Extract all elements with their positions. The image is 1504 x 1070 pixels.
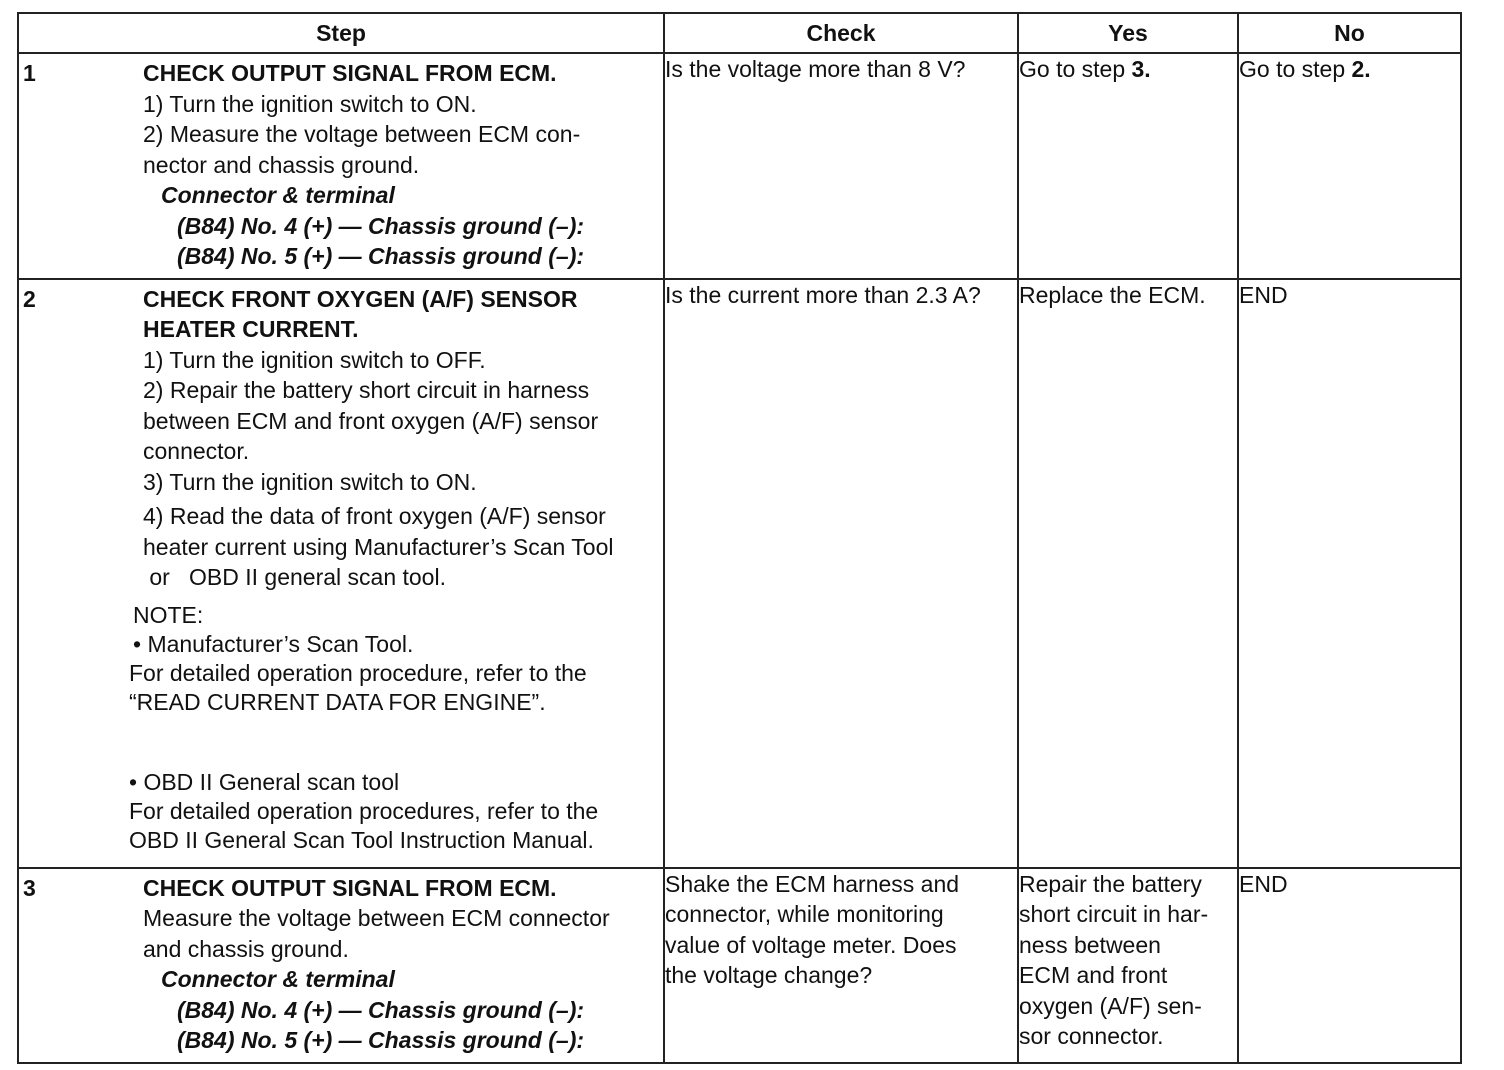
check-cell	[664, 279, 1018, 868]
step-title: CHECK FRONT OXYGEN (A/F) SENSOR	[143, 285, 578, 312]
yes-cell	[1018, 868, 1238, 1063]
step-title: CHECK OUTPUT SIGNAL FROM ECM.	[143, 60, 557, 86]
step-instruction: and chassis ground.	[143, 935, 349, 962]
yes-cell	[1018, 53, 1238, 279]
step-number: 3	[23, 874, 36, 901]
table-row-step-2	[18, 279, 1461, 868]
no-cell	[1238, 279, 1461, 868]
note-item: • OBD II General scan tool	[129, 768, 400, 795]
header-row	[18, 13, 1461, 53]
check-text: Shake the ECM harness and	[665, 870, 960, 897]
check-text: Is the voltage more than 8 V?	[665, 56, 966, 82]
step-title: CHECK OUTPUT SIGNAL FROM ECM.	[143, 874, 557, 901]
note-label: NOTE:	[133, 601, 204, 628]
yes-text: Repair the battery	[1019, 870, 1202, 897]
yes-prefix: Go to step	[1019, 56, 1132, 82]
terminal-spec: (B84) No. 4 (+) — Chassis ground (–):	[177, 212, 585, 239]
no-cell	[1238, 868, 1461, 1063]
check-text: the voltage change?	[665, 962, 873, 988]
yes-text: ness between	[1019, 931, 1161, 958]
header-step: Step	[18, 13, 664, 53]
no-prefix: Go to step	[1239, 56, 1352, 82]
step-cell	[18, 53, 664, 279]
no-cell	[1238, 53, 1461, 279]
header-check: Check	[664, 13, 1018, 53]
note-text: For detailed operation procedure, refer to the	[129, 659, 587, 686]
note-block	[129, 601, 663, 855]
no-step-ref: 2.	[1351, 56, 1371, 82]
header-yes: Yes	[1018, 13, 1238, 53]
check-text: value of voltage meter. Does	[665, 931, 957, 958]
step-number: 2	[23, 285, 36, 312]
no-text: END	[1239, 281, 1288, 308]
step-instruction: 4) Read the data of front oxygen (A/F) sensor	[143, 503, 606, 529]
note-text: OBD II General Scan Tool Instruction Manual.	[129, 826, 594, 853]
step-instruction: 1) Turn the ignition switch to ON.	[143, 90, 477, 117]
check-cell	[664, 868, 1018, 1063]
yes-text: oxygen (A/F) sen-	[1019, 992, 1202, 1019]
step-title: HEATER CURRENT.	[143, 316, 359, 342]
step-instruction: 2) Repair the battery short circuit in harness	[143, 377, 590, 403]
step-instruction: between ECM and front oxygen (A/F) sensor	[143, 407, 599, 434]
yes-text: ECM and front	[1019, 962, 1168, 988]
check-text: Is the current more than 2.3 A?	[665, 281, 981, 308]
table-row-step-1	[18, 53, 1461, 279]
step-number: 1	[23, 60, 36, 86]
step-cell	[18, 279, 664, 868]
check-cell	[664, 53, 1018, 279]
yes-text: Replace the ECM.	[1019, 281, 1206, 308]
diagnostic-table	[17, 12, 1462, 1064]
note-item: • Manufacturer’s Scan Tool.	[133, 630, 414, 657]
note-text: For detailed operation procedures, refer to the	[129, 797, 599, 824]
yes-step-ref: 3.	[1131, 56, 1151, 82]
connector-heading: Connector & terminal	[161, 966, 395, 992]
step-instruction: connector.	[143, 438, 250, 464]
note-text: “READ CURRENT DATA FOR ENGINE”.	[129, 688, 546, 715]
step-instruction: or OBD II general scan tool.	[143, 564, 446, 590]
step-cell	[18, 868, 664, 1063]
step-instruction: 2) Measure the voltage between ECM con-	[143, 121, 581, 147]
yes-cell	[1018, 279, 1238, 868]
terminal-spec: (B84) No. 4 (+) — Chassis ground (–):	[177, 996, 585, 1023]
connector-heading: Connector & terminal	[161, 182, 395, 208]
table-row-step-3	[18, 868, 1461, 1063]
header-no: No	[1238, 13, 1461, 53]
step-instruction: 3) Turn the ignition switch to ON.	[143, 468, 477, 495]
step-instruction: nector and chassis ground.	[143, 151, 420, 178]
yes-text: sor connector.	[1019, 1023, 1164, 1049]
terminal-spec: (B84) No. 5 (+) — Chassis ground (–):	[177, 1027, 585, 1053]
yes-text: short circuit in har-	[1019, 901, 1209, 927]
step-instruction: heater current using Manufacturer’s Scan Tool	[143, 533, 614, 560]
terminal-spec: (B84) No. 5 (+) — Chassis ground (–):	[177, 243, 585, 269]
no-text: END	[1239, 870, 1288, 897]
step-instruction: Measure the voltage between ECM connector	[143, 905, 610, 931]
step-instruction: 1) Turn the ignition switch to OFF.	[143, 346, 486, 373]
check-text: connector, while monitoring	[665, 901, 944, 927]
